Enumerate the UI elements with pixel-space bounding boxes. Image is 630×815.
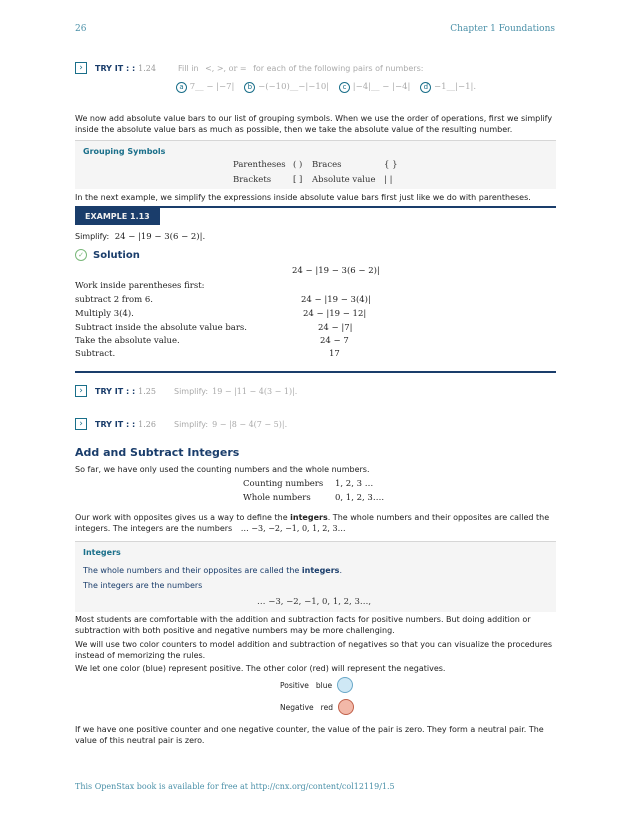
paragraph-students: Most students are comfortable with the addition and subtraction facts for positive numbers. But doing addition or subtraction with both positive and negative numbers may be more challenging. [75,615,531,635]
expand-chevron-icon[interactable]: › [75,385,87,397]
try-it-instructions: Simplify: [173,386,209,396]
paragraph-integers-definition [75,512,556,534]
solution-heading [75,249,140,261]
try-it-1-25 [75,384,297,398]
instr-part-b: for each of the following pairs of numbers: [253,63,424,73]
try-it-number: 1.24 [138,63,156,73]
try-it-label: TRY IT : : [95,63,136,73]
table-name-whole: Whole numbers [243,493,311,503]
step-math: 24 − 7 [320,336,349,346]
try-it-1-24 [75,61,423,75]
part-letter: a [176,82,187,93]
paragraph-counting-whole: So far, we have only used the counting numbers and the whole numbers. [75,465,370,474]
step-math: 24 − |19 − 12| [303,309,367,319]
part-c [339,82,410,93]
step-text: Subtract inside the absolute value bars. [75,323,247,333]
paragraph-neutral-pair: If we have one positive counter and one negative counter, the value of the pair is zero. They form a neutral pair. The value of this neutral pair is zero. [75,725,544,745]
section-title: Add and Subtract Integers [75,446,240,459]
solution-top-expression: 24 − |19 − 3(6 − 2)| [292,266,380,276]
counter-label: Negative [280,702,314,712]
part-expr: −1__|−1|. [434,82,477,92]
paragraph-counters: We will use two color counters to model addition and subtraction of negatives so that you can visualize the procedures instead of memorizing the rules. [75,640,553,660]
table-values-counting: 1, 2, 3 … [335,479,374,489]
grouping-sym-brackets: [ ] [293,175,303,185]
grouping-name-absolute: Absolute value [312,175,376,185]
try-it-number: 1.26 [138,419,156,429]
table-values-whole: 0, 1, 2, 3…. [335,493,385,503]
part-letter: b [244,82,255,93]
positive-counter-row [280,677,353,693]
try-it-number: 1.25 [138,386,156,396]
paragraph-colors: We let one color (blue) represent positive. The other color (red) will represent the negatives. [75,664,446,673]
try-it-label: TRY IT : : [95,419,136,429]
step-math: 24 − |7| [318,323,353,333]
grouping-name-braces: Braces [312,160,342,170]
blue-counter-icon [337,677,353,693]
step-math: 24 − |19 − 3(4)| [301,295,371,305]
example-prompt-line [75,232,205,242]
example-divider [75,371,556,373]
integers-box-math: … −3, −2, −1, 0, 1, 2, 3…, [257,597,372,607]
try-it-instructions: Simplify: [173,419,209,429]
table-name-counting: Counting numbers [243,479,324,489]
footer-availability: This OpenStax book is available for free at http://cnx.org/content/col12119/1.5 [75,782,395,791]
integers-box-line2: The integers are the numbers [83,581,203,590]
part-expr: 7__ − |−7| [189,82,235,92]
grouping-sym-absolute: | | [384,175,393,185]
term-integers: integers [301,566,340,575]
try-it-label: TRY IT : : [95,386,136,396]
example-label: EXAMPLE 1.13 [75,208,160,225]
counter-label: Positive [280,680,309,690]
part-expr: −(−10)__−|−10| [258,82,330,92]
grouping-symbols-title: Grouping Symbols [83,147,166,156]
step-text: subtract 2 from 6. [75,295,154,305]
grouping-name-brackets: Brackets [233,175,272,185]
counter-color-name: red [320,702,333,712]
try-it-expression: 19 − |11 − 4(3 − 1)|. [212,386,298,396]
chapter-title: Chapter 1 Foundations [450,24,555,34]
try-it-instructions [178,64,423,73]
paragraph-grouping-intro: We now add absolute value bars to our list of grouping symbols. When we use the order of operations, first we simplify inside the absolute value bars as much as possible, then we take the absolute value of the resulting number. [75,114,553,134]
solution-title: Solution [93,249,140,261]
text: The whole numbers and their opposites are called the [83,566,300,575]
integers-box-title: Integers [83,548,121,557]
red-counter-icon [338,699,354,715]
negative-counter-row [280,699,354,715]
text: . [339,566,342,575]
try-it-1-26 [75,417,287,431]
step-text: Work inside parentheses first: [75,281,205,291]
term-integers: integers [290,513,328,522]
step-math: 17 [329,349,340,359]
try-it-expression: 9 − |8 − 4(7 − 5)|. [212,419,288,429]
expand-chevron-icon[interactable]: › [75,418,87,430]
paragraph-next-example: In the next example, we simplify the expressions inside absolute value bars first just like we do with parentheses. [75,193,531,202]
grouping-sym-braces: { } [384,160,398,170]
part-expr: |−4|__ − |−4| [352,82,411,92]
step-text: Subtract. [75,349,116,359]
part-d [420,82,476,93]
part-a [176,82,234,93]
try-it-parts [176,82,476,93]
expand-chevron-icon[interactable]: › [75,62,87,74]
instr-symbols: <, >, or = [205,63,247,73]
page-number: 26 [75,24,87,34]
step-text: Multiply 3(4). [75,309,134,319]
check-circle-icon: ✓ [75,249,87,261]
grouping-name-parentheses: Parentheses [233,160,286,170]
example-prompt: Simplify: [75,232,110,241]
text: . The whole numbers and their opposites are called the integers. The integers are the numbers [75,513,550,533]
part-letter: c [339,82,350,93]
instr-part-a: Fill in [177,63,199,73]
part-b [244,82,329,93]
example-expression: 24 − |19 − 3(6 − 2)|. [114,232,206,242]
counter-color-name: blue [315,680,333,690]
grouping-sym-parentheses: ( ) [293,160,303,170]
text: Our work with opposites gives us a way to define the [75,513,288,522]
integers-box-line1 [83,566,342,575]
step-text: Take the absolute value. [75,336,180,346]
integers-list: … −3, −2, −1, 0, 1, 2, 3… [240,524,346,533]
part-letter: d [420,82,431,93]
